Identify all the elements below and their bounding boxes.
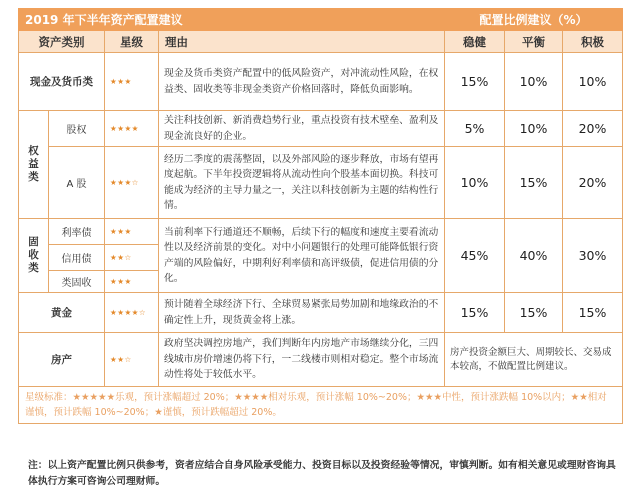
rating-stars: ★★☆ <box>105 333 159 387</box>
steady-value: 15% <box>445 53 505 111</box>
row-equity-a-share <box>19 147 623 219</box>
title-row <box>19 9 623 31</box>
header-reason: 理由 <box>159 31 445 53</box>
balanced-value: 15% <box>505 147 563 219</box>
reason-property: 政府坚决调控房地产，我们判断年内房地产市场继续分化，三四线城市房价增速仍将下行，一二线楼市则相对稳定。整个市场流动性将处于较低水平。 <box>159 333 445 387</box>
legend-row <box>19 387 623 424</box>
category-equity <box>19 111 49 219</box>
steady-value: 15% <box>445 293 505 333</box>
reason-cash: 现金及货币类资产配置中的低风险资产，对冲流动性风险，在权益类、固收类等非现金类资产价格回落时，降低负面影响。 <box>159 53 445 111</box>
fixed-group-label: 固收类 <box>28 236 39 274</box>
sub-rate-bond: 利率债 <box>49 219 105 245</box>
aggressive-value: 10% <box>563 53 623 111</box>
aggressive-value: 30% <box>563 219 623 293</box>
header-category: 资产类别 <box>19 31 105 53</box>
balanced-value: 10% <box>505 111 563 147</box>
sub-a-share: A 股 <box>49 147 105 219</box>
reason-a-share: 经历二季度的震荡整固，以及外部风险的逐步释放，市场有望再度起航。下半年投资逻辑将从流动性向个股基本面切换。科技可能成为经济的主导力量之一，关注以科技创新为主题的结构性行情。 <box>159 147 445 219</box>
row-cash <box>19 53 623 111</box>
rating-stars: ★★★☆ <box>105 147 159 219</box>
asset-allocation-sheet <box>18 8 622 424</box>
allocation-table <box>18 8 623 424</box>
equity-group-label: 权益类 <box>28 145 39 183</box>
rating-stars: ★★★ <box>105 271 159 293</box>
sub-stock-rights: 股权 <box>49 111 105 147</box>
steady-value: 5% <box>445 111 505 147</box>
steady-value: 45% <box>445 219 505 293</box>
rating-stars: ★★★ <box>105 53 159 111</box>
balanced-value: 10% <box>505 53 563 111</box>
row-property <box>19 333 623 387</box>
aggressive-value: 20% <box>563 111 623 147</box>
balanced-value: 15% <box>505 293 563 333</box>
balanced-value: 40% <box>505 219 563 293</box>
steady-value: 10% <box>445 147 505 219</box>
header-rating: 星级 <box>105 31 159 53</box>
header-steady: 稳健 <box>445 31 505 53</box>
category-fixed-income <box>19 219 49 293</box>
sub-quasi-fixed: 类固收 <box>49 271 105 293</box>
table-title: 2019 年下半年资产配置建议 <box>19 9 445 31</box>
row-equity-stock-rights <box>19 111 623 147</box>
footnote: 注：以上资产配置比例只供参考，资者应结合自身风险承受能力、投资目标以及投资经验等情况，审慎判断。如有相关意见或理财咨询具体执行方案可咨询公司理财师。 <box>28 460 616 487</box>
rating-stars: ★★★★☆ <box>105 293 159 333</box>
rating-stars: ★★☆ <box>105 245 159 271</box>
ratio-title: 配置比例建议（%） <box>445 9 623 31</box>
reason-fixed-income: 当前利率下行通道还不顺畅，后续下行的幅度和速度主要看流动性以及经济前景的变化。对中小问题银行的处理可能降低银行资产端的风险偏好，中期利好利率债和高评级债，促进信用债的分化。 <box>159 219 445 293</box>
row-fixed-rate-bond <box>19 219 623 245</box>
category-cash: 现金及货币类 <box>19 53 105 111</box>
row-gold <box>19 293 623 333</box>
sub-credit-bond: 信用债 <box>49 245 105 271</box>
reason-gold: 预计随着全球经济下行、全球贸易紧张局势加剧和地缘政治的不确定性上升，现货黄金将上涨。 <box>159 293 445 333</box>
aggressive-value: 20% <box>563 147 623 219</box>
header-row <box>19 31 623 53</box>
category-gold: 黄金 <box>19 293 105 333</box>
rating-stars: ★★★ <box>105 219 159 245</box>
category-property: 房产 <box>19 333 105 387</box>
header-aggressive: 积极 <box>563 31 623 53</box>
aggressive-value: 15% <box>563 293 623 333</box>
rating-stars: ★★★★ <box>105 111 159 147</box>
reason-stock-rights: 关注科技创新、新消费趋势行业，重点投资有技术壁垒、盈利及现金流良好的企业。 <box>159 111 445 147</box>
header-balanced: 平衡 <box>505 31 563 53</box>
property-note: 房产投资金额巨大、周期较长、交易成本较高，不做配置比例建议。 <box>445 333 623 387</box>
star-legend: 星级标准：★★★★★乐观，预计涨幅超过 20%；★★★★相对乐观，预计涨幅 10%~20%；★★★中性，预计涨跌幅 10%以内；★★相对谨慎，预计跌幅 10%~20%；★谨慎，预计跌幅超过 20%。 <box>19 387 623 424</box>
